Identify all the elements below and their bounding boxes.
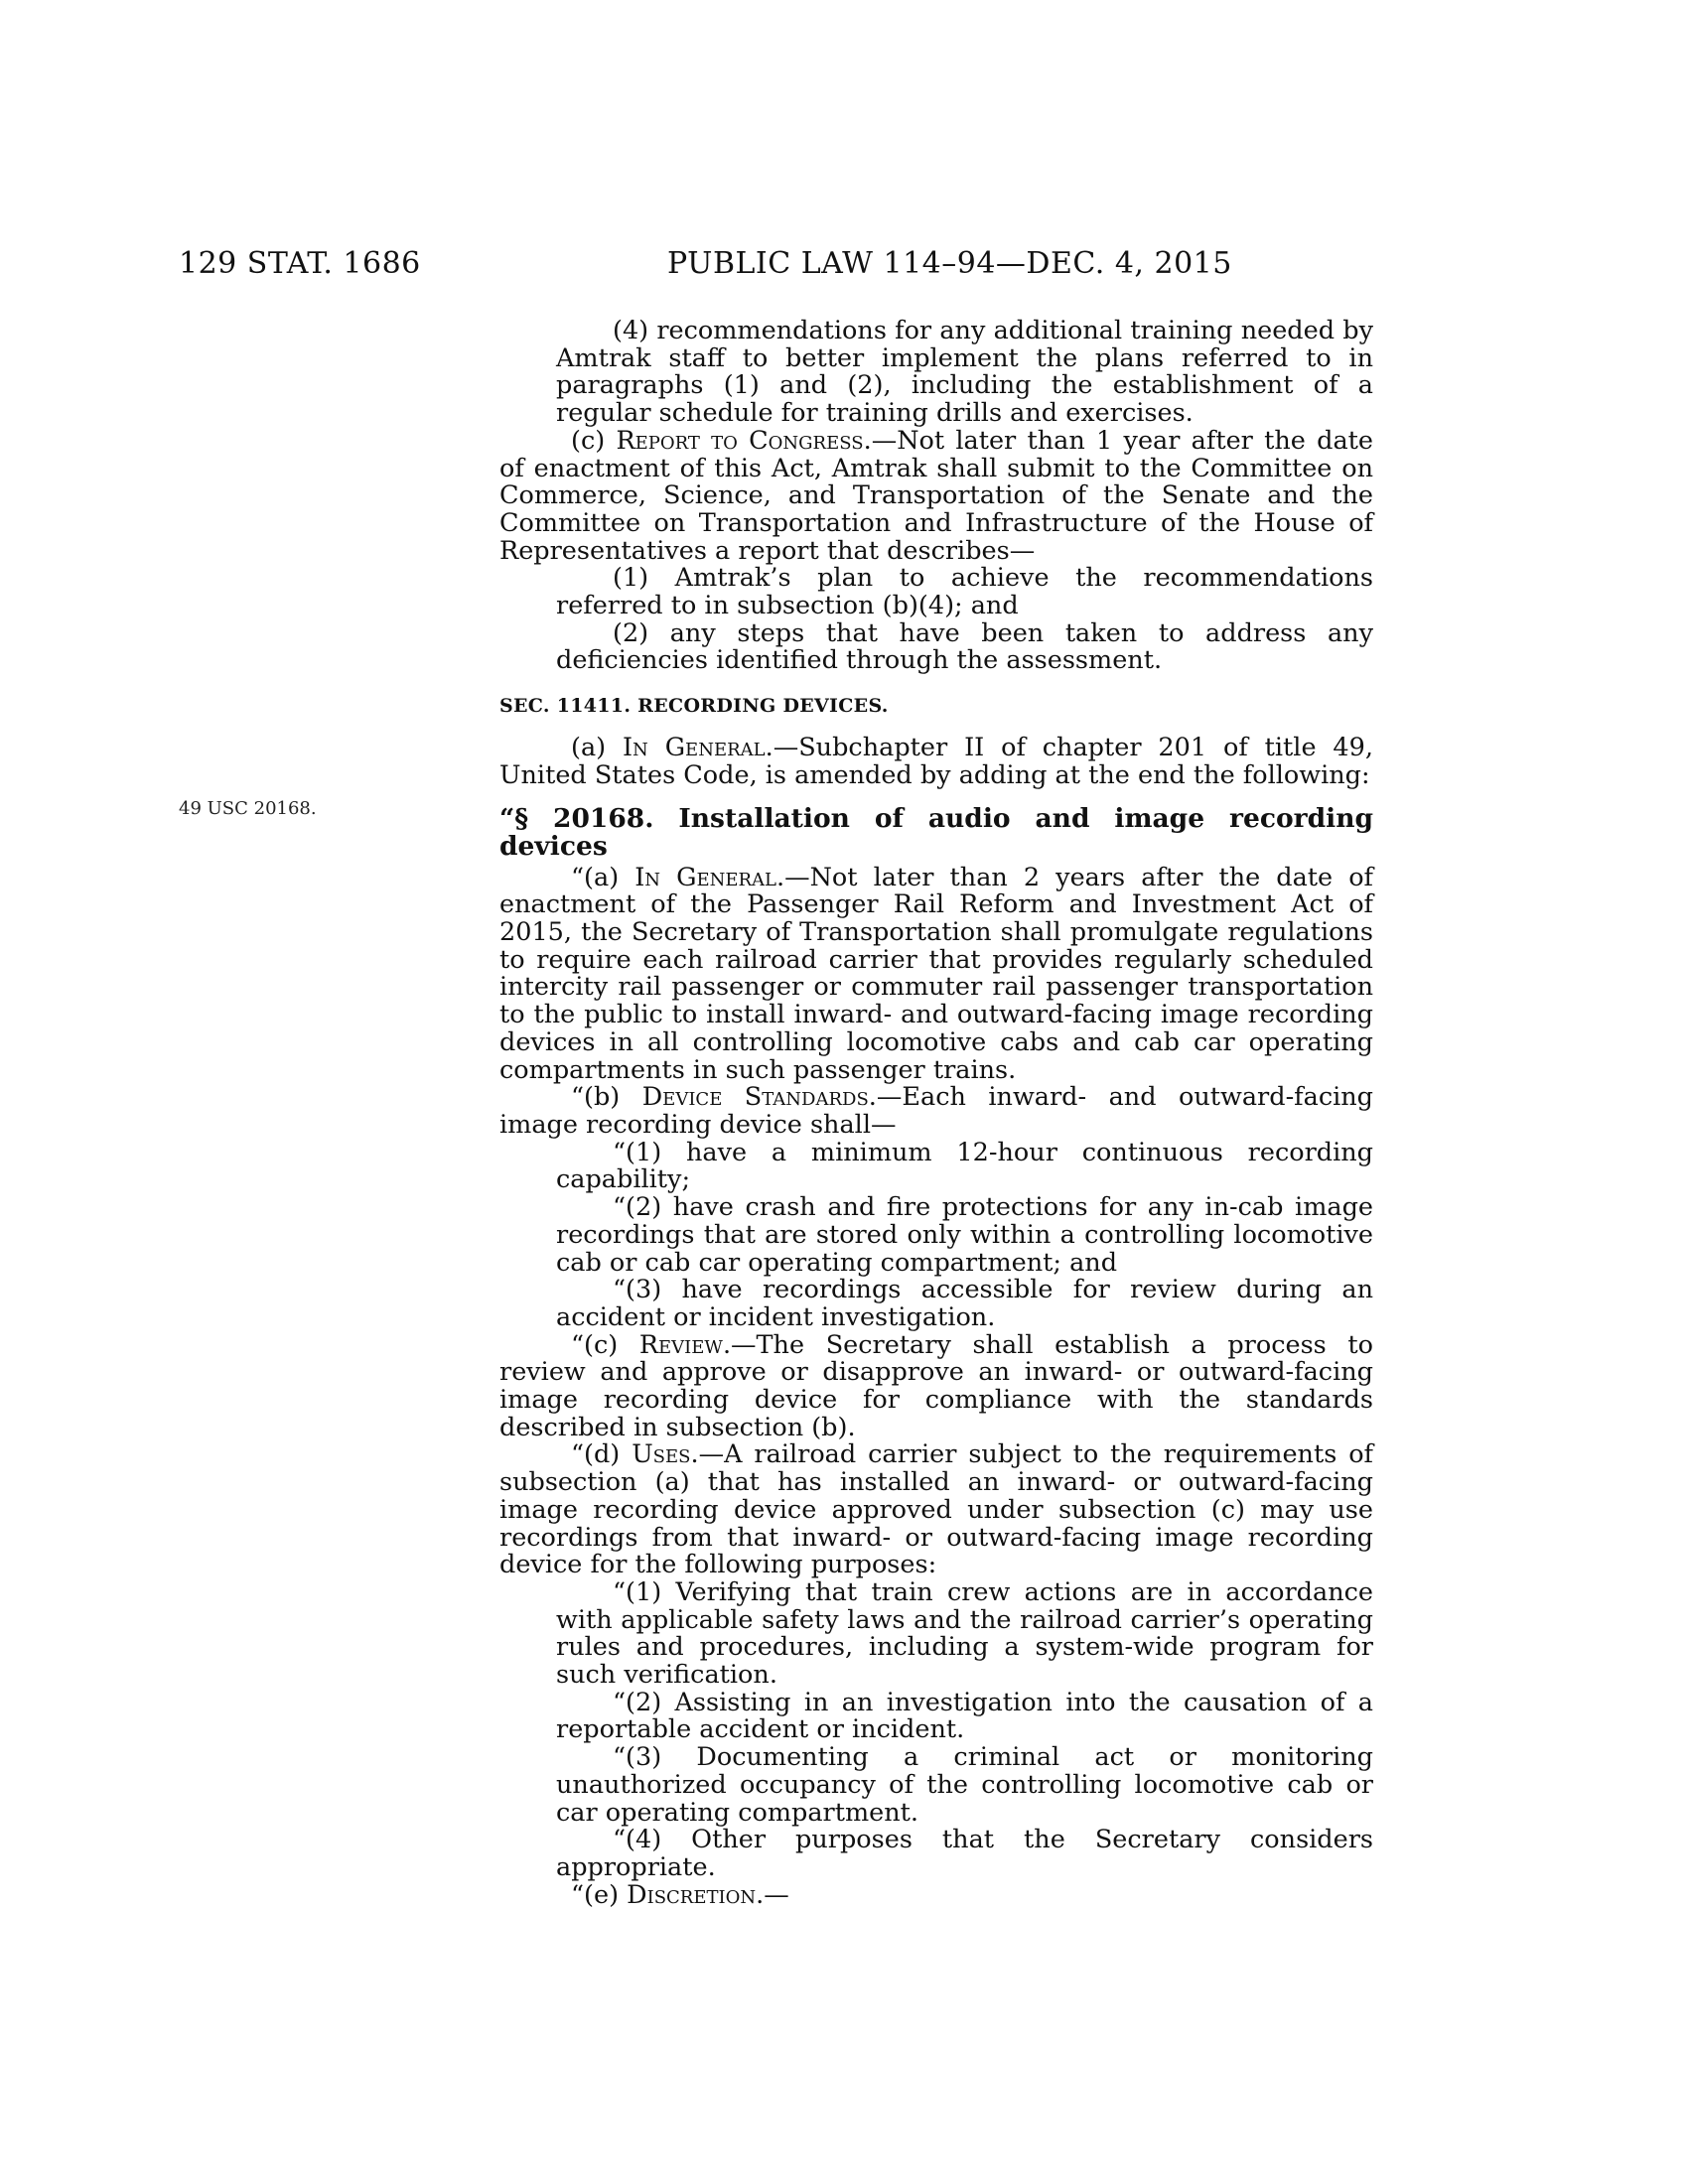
section-title: “§ 20168. Installation of audio and image recording devices (499, 803, 1373, 862)
paragraph-heading: Report to Congress (616, 425, 864, 456)
paragraph-quoted-b2: “(2) have crash and fire protections for any in-cab image recordings that are stored only within a controlling locomotive cab or cab car operating compartment; and (556, 1192, 1373, 1278)
paragraph-heading: Review (638, 1329, 723, 1360)
paragraph-quoted-d: “(d) Uses.—A railroad carrier subject to the requirements of subsection (a) that has installed an inward- or outward-facing image recording device approved under subsection (c) may use recordings from that inward- or outward-facing image recording device for the following purposes: (499, 1439, 1373, 1580)
paragraph-quoted-d3: “(3) Documenting a criminal act or monitoring unauthorized occupancy of the controlling locomotive cab or car operating compartment. (556, 1742, 1373, 1828)
paragraph-c1: (1) Amtrak’s plan to achieve the recommendations referred to in subsection (b)(4); and (556, 563, 1373, 621)
paragraph-heading: Discretion (627, 1879, 757, 1910)
statute-page-number: 129 STAT. 1686 (179, 246, 421, 281)
body-text (499, 318, 1373, 1909)
paragraph-quoted-d1: “(1) Verifying that train crew actions are in accordance with applicable safety laws and the railroad carrier’s operating rules and procedures, including a system-wide program for such verification. (556, 1576, 1373, 1691)
paragraph-quoted-d4: “(4) Other purposes that the Secretary considers appropriate. (556, 1825, 1373, 1882)
paragraph-c-report: (c) Report to Congress.—Not later than 1 year after the date of enactment of this Act, Amtrak shall submit to the Committee on Commerce, Science, and Transportation of the Senate and the Committee on Transportation and Infrastructure of the House of Representatives a report that describes— (499, 425, 1373, 566)
paragraph-quoted-b: “(b) Device Standards.—Each inward- and outward-facing image recording device shall— (499, 1082, 1374, 1140)
paragraph-quoted-a: “(a) In General.—Not later than 2 years after the date of enactment of the Passenger Rail Reform and Investment Act of 2015, the Secretary of Transportation shall promulgate regulations to require each railroad carrier that provides regularly scheduled intercity rail passenger or commuter rail passenger transportation to the public to install inward- and outward-facing image recording devices in all controlling locomotive cabs and cab car operating compartments in such passenger trains. (499, 862, 1373, 1085)
paragraph-quoted-e: “(e) Discretion.— (571, 1879, 789, 1910)
paragraph-heading: In General (622, 732, 766, 762)
paragraph-b4: (4) recommendations for any additional training needed by Amtrak staff to better implement the plans referred to in paragraphs (1) and (2), including the establishment of a regular schedule for training drills and exercises. (556, 316, 1373, 429)
section-heading: SEC. 11411. RECORDING DEVICES. (499, 695, 889, 718)
paragraph-heading: Device Standards (641, 1082, 869, 1113)
paragraph-quoted-b1: “(1) have a minimum 12-hour continuous recording capability; (556, 1137, 1373, 1195)
paragraph-quoted-b3: “(3) have recordings accessible for review during an accident or incident investigation. (556, 1275, 1373, 1332)
page-header (0, 246, 1688, 296)
usc-margin-note: 49 USC 20168. (179, 798, 317, 819)
paragraph-a-general: (a) In General.—Subchapter II of chapter 201 of title 49, United States Code, is amended by adding at the end the following: (499, 732, 1373, 790)
paragraph-quoted-c: “(c) Review.—The Secretary shall establish a process to review and approve or disapprove an inward- or outward-facing image recording device for compliance with the standards described in subsection (b). (499, 1329, 1373, 1442)
paragraph-c2: (2) any steps that have been taken to address any deficiencies identified through the assessment. (556, 617, 1373, 676)
paragraph-heading: Uses (632, 1439, 691, 1470)
paragraph-quoted-d2: “(2) Assisting in an investigation into the causation of a reportable accident or incident. (556, 1687, 1373, 1745)
public-law-title: PUBLIC LAW 114–94—DEC. 4, 2015 (667, 246, 1232, 281)
paragraph-heading: In General (634, 862, 776, 892)
